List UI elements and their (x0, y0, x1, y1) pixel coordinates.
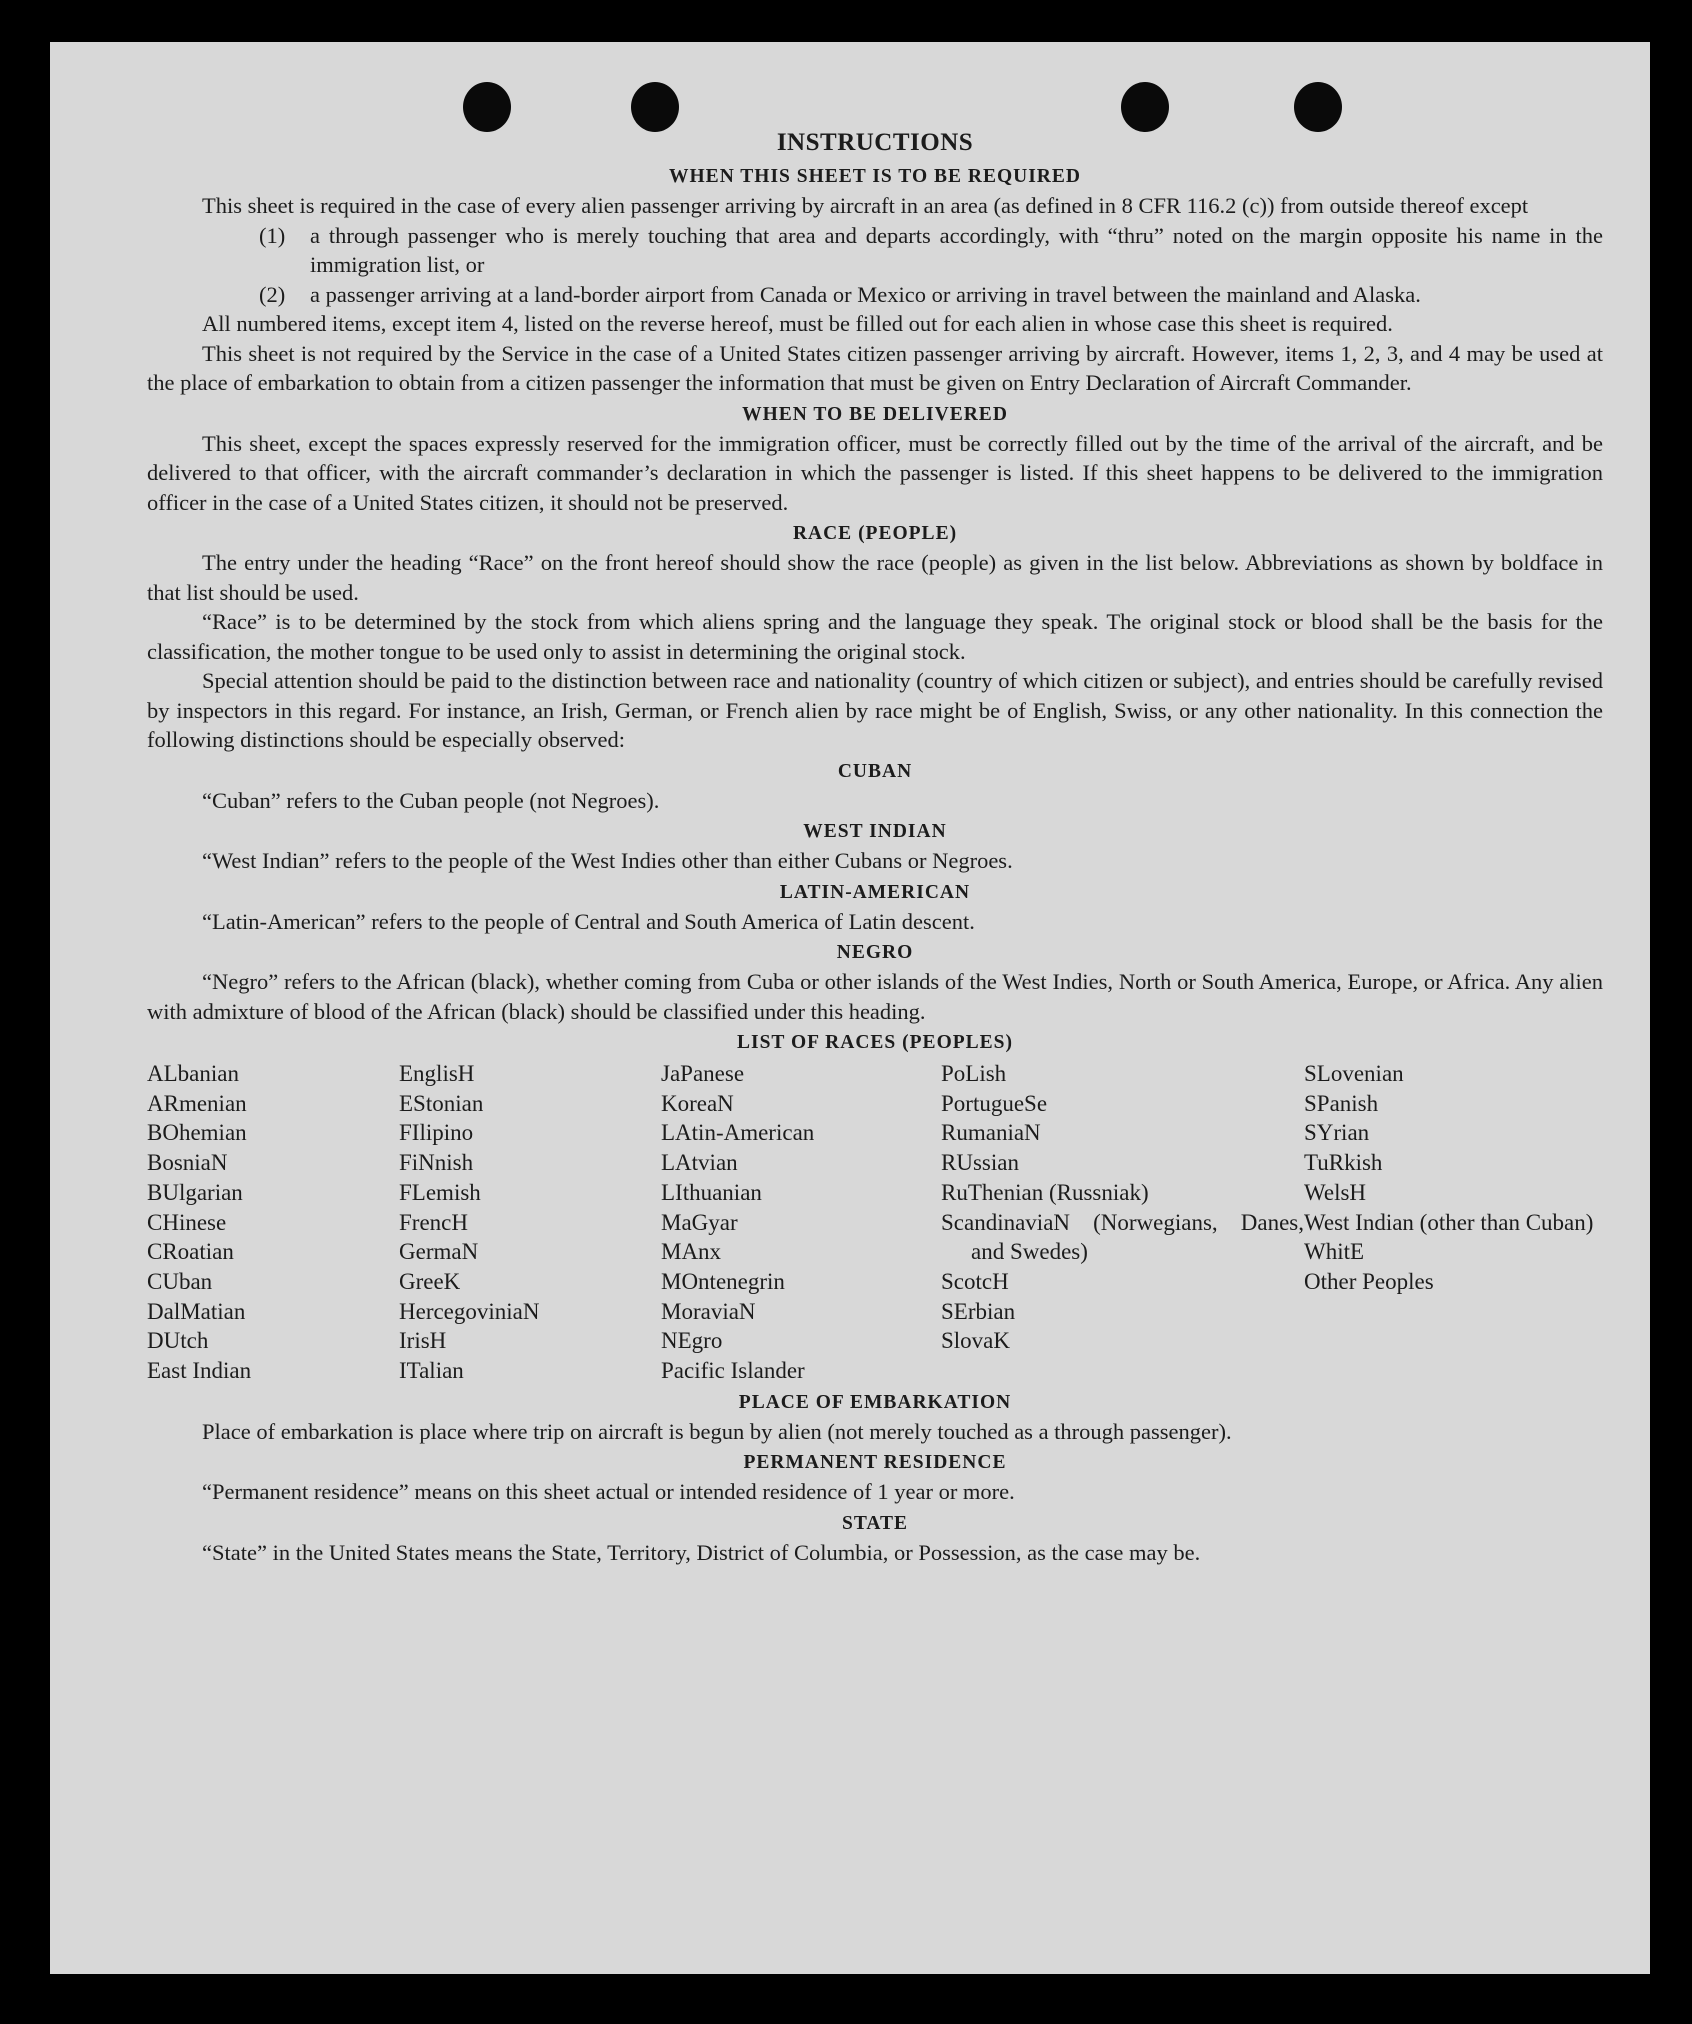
race-column (147, 1059, 399, 1386)
heading-race: RACE (PEOPLE) (792, 523, 958, 544)
race-item: SErbian (941, 1298, 1016, 1324)
race-column (661, 1059, 941, 1386)
race-item: IrisH (399, 1328, 447, 1354)
paragraph: “West Indian” refers to the people of the West Indies other than either Cubans or Negroes. (202, 848, 1013, 873)
race-column (399, 1059, 661, 1386)
race-list (147, 1059, 1603, 1386)
race-column (941, 1059, 1304, 1386)
paragraph: This sheet, except the spaces expressly reserved for the immigration officer, must be correctly filled out by the time of the arrival of the aircraft, and be delivered to that officer, with the aircraft commander’s declaration in which the passenger is listed. If this sheet happens to be delivered to the immigration officer in the case of a United States citizen, it should not be preserved. (147, 430, 1603, 515)
race-item: FiNnish (399, 1150, 474, 1176)
race-item: BUlgarian (147, 1179, 243, 1205)
race-item: TuRkish (1304, 1150, 1383, 1176)
binder-hole (1294, 82, 1342, 132)
race-item: EnglisH (399, 1061, 475, 1086)
race-item: West Indian (other than Cuban) (1304, 1209, 1594, 1235)
paragraph: “Permanent residence” means on this sheet actual or intended residence of 1 year or more. (202, 1479, 1015, 1505)
race-item: FLemish (399, 1179, 481, 1205)
race-item: ARmenian (147, 1090, 247, 1116)
document-title: INSTRUCTIONS (776, 129, 974, 156)
race-item: DalMatian (147, 1298, 246, 1324)
race-item: LAtvian (661, 1150, 738, 1176)
document-page (50, 42, 1650, 1974)
list-item (259, 221, 1603, 280)
document-body (147, 126, 1603, 1567)
race-item: BosniaN (147, 1150, 228, 1176)
paragraph: This sheet is not required by the Service in the case of a United States citizen passenger arriving by aircraft. However, items 1, 2, 3, and 4 may be used at the place of embarkation to obtain from a citizen passenger the information that must be given on Entry Declaration of Aircraft Commander. (147, 340, 1603, 395)
race-item: CUban (147, 1268, 213, 1294)
paragraph: Place of embarkation is place where trip on aircraft is begun by alien (not merely touched as a through passenger). (202, 1418, 1232, 1444)
binder-hole (631, 82, 679, 132)
race-item: SPanish (1304, 1090, 1379, 1116)
heading-state: STATE (841, 1512, 909, 1534)
race-item: CRoatian (147, 1239, 234, 1265)
race-column (1304, 1059, 1603, 1386)
race-item: ScotcH (941, 1268, 1009, 1294)
race-item: Other Peoples (1304, 1268, 1434, 1294)
race-item: MOntenegrin (661, 1268, 785, 1294)
race-item: RUssian (941, 1150, 1019, 1176)
race-item: MaGyar (661, 1209, 738, 1235)
race-item: CHinese (147, 1209, 227, 1235)
paragraph: The entry under the heading “Race” on the front hereof should show the race (people) as given in the list below. Abbreviations as shown by boldface in that list should be used. (147, 550, 1603, 605)
race-item: FIlipino (399, 1120, 474, 1146)
paragraph: All numbered items, except item 4, listed on the reverse hereof, must be filled out for each alien in whose case this sheet is required. (202, 311, 1393, 336)
race-item: East Indian (147, 1358, 252, 1384)
paragraph: “Race” is to be determined by the stock from which aliens spring and the language they speak. The original stock or blood shall be the basis for the classification, the mother tongue to be used only to assist in determining the original stock. (147, 609, 1603, 664)
race-item: PortugueSe (941, 1090, 1048, 1116)
race-item: MAnx (661, 1239, 722, 1265)
race-item: SLovenian (1304, 1061, 1404, 1086)
paragraph: “Negro” refers to the African (black), whether coming from Cuba or other islands of the West Indies, North or South America, Europe, or Africa. Any alien with admixture of blood of the African (black) should be classified under this heading. (147, 969, 1603, 1024)
heading-embarkation: PLACE OF EMBARKATION (738, 1391, 1012, 1413)
race-item: NEgro (661, 1328, 723, 1354)
heading-permanent-residence: PERMANENT RESIDENCE (743, 1452, 1007, 1474)
race-item: ScandinaviaN (Norwegians, Danes, and Swedes) (941, 1209, 1304, 1265)
race-item: ITalian (399, 1358, 464, 1384)
binder-hole (1121, 82, 1169, 132)
race-item: RuThenian (Russniak) (941, 1179, 1149, 1205)
race-item: Pacific Islander (661, 1358, 805, 1384)
item-number: (2) (259, 281, 286, 307)
heading-cuban: CUBAN (837, 760, 913, 782)
item-text: a passenger arriving at a land-border airport from Canada or Mexico or arriving in travel between the mainland and Alaska. (310, 281, 1421, 307)
race-item: KoreaN (661, 1090, 734, 1116)
heading-latin-american: LATIN-AMERICAN (779, 881, 971, 903)
heading-negro: NEGRO (836, 942, 914, 963)
race-item: WhitE (1304, 1239, 1365, 1265)
heading-when-delivered: WHEN TO BE DELIVERED (742, 403, 1008, 425)
binder-hole (463, 82, 511, 132)
heading-list-of-races: LIST OF RACES (PEOPLES) (736, 1032, 1013, 1053)
paragraph: “Latin-American” refers to the people of Central and South America of Latin descent. (202, 908, 975, 934)
heading-west-indian: WEST INDIAN (803, 821, 947, 842)
paragraph: “State” in the United States means the State, Territory, District of Columbia, or Possession, as the case may be. (202, 1539, 1201, 1565)
race-item: DUtch (147, 1328, 209, 1354)
item-text: a through passenger who is merely touching that area and departs accordingly, with “thru” noted on the margin opposite his name in the immigration list, or (310, 222, 1603, 277)
race-item: LIthuanian (661, 1179, 762, 1205)
race-item: HercegoviniaN (399, 1298, 540, 1324)
list-item (259, 280, 1603, 310)
race-item: SlovaK (941, 1328, 1010, 1354)
race-item: ALbanian (147, 1061, 239, 1086)
race-item: SYrian (1304, 1120, 1370, 1146)
race-item: PoLish (941, 1061, 1007, 1086)
race-item: GreeK (399, 1268, 461, 1294)
race-item: JaPanese (661, 1061, 745, 1086)
paragraph: This sheet is required in the case of every alien passenger arriving by aircraft in an area (as defined in 8 CFR 116.2 (c)) from outside thereof except (202, 193, 1529, 218)
heading-when-required: WHEN THIS SHEET IS TO BE REQUIRED (669, 166, 1081, 187)
race-item: LAtin-American (661, 1120, 815, 1146)
race-item: EStonian (399, 1090, 484, 1116)
paragraph: “Cuban” refers to the Cuban people (not Negroes). (202, 787, 660, 813)
race-item: MoraviaN (661, 1298, 756, 1324)
race-item: GermaN (399, 1239, 479, 1265)
race-item: RumaniaN (941, 1120, 1041, 1146)
race-item: BOhemian (147, 1120, 247, 1146)
race-item: FrencH (399, 1209, 468, 1235)
item-number: (1) (259, 222, 286, 248)
race-item: WelsH (1304, 1179, 1367, 1205)
paragraph: Special attention should be paid to the distinction between race and nationality (country of which citizen or subject), and entries should be carefully revised by inspectors in this regard. For instance, an Irish, German, or French alien by race might be of English, Swiss, or any other nationality. In this connection the following distinctions should be especially observed: (147, 668, 1603, 752)
